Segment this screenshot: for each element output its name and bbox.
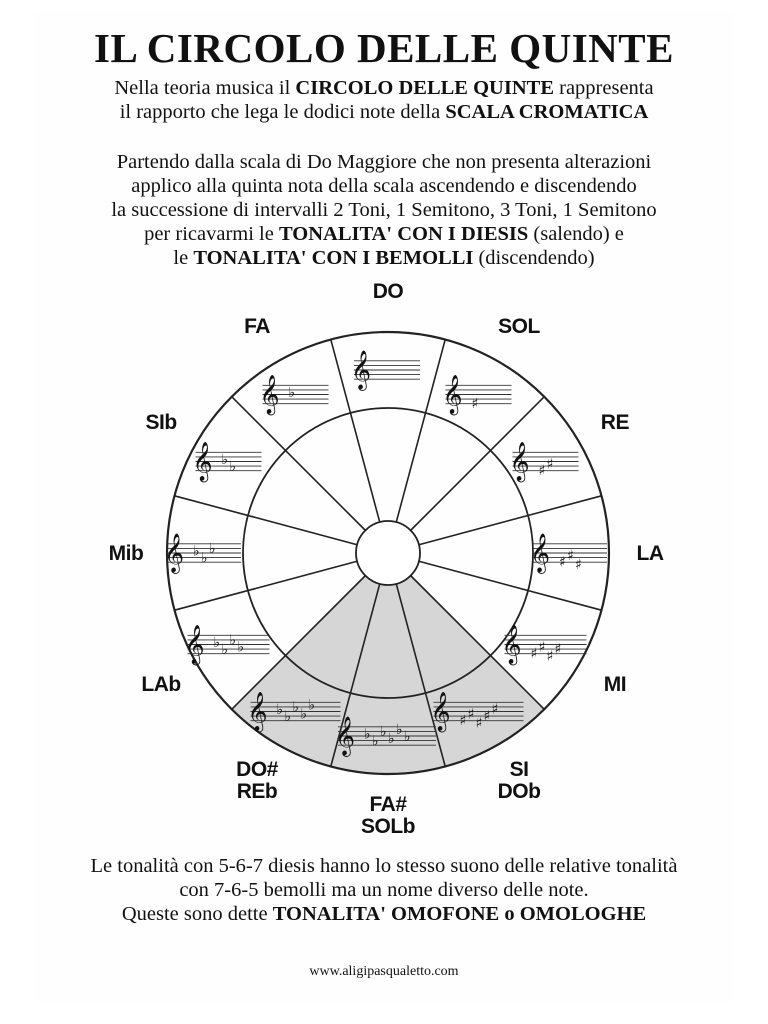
sharp-icon: ♯ bbox=[575, 557, 582, 573]
treble-clef-icon: 𝄞 bbox=[530, 533, 551, 573]
key-name-label: LAb bbox=[141, 673, 181, 696]
key-signature-staff bbox=[351, 350, 420, 391]
flat-icon: ♭ bbox=[364, 726, 371, 743]
key-name-label: DOb bbox=[497, 779, 541, 803]
treble-clef-icon: 𝄞 bbox=[335, 716, 356, 756]
key-name-label: Mib bbox=[108, 542, 144, 565]
treble-clef-icon: 𝄞 bbox=[351, 350, 372, 390]
treble-clef-icon: 𝄞 bbox=[259, 374, 280, 415]
segment-divider bbox=[175, 561, 358, 610]
method-line-4-bold: TONALITA' CON I DIESIS bbox=[278, 223, 529, 245]
segment-divider bbox=[396, 340, 445, 523]
flat-icon: ♭ bbox=[276, 702, 284, 718]
key-signature-staff bbox=[260, 375, 329, 416]
flat-icon: ♭ bbox=[380, 724, 387, 741]
method-line-4-text-end: (salendo) e bbox=[528, 223, 624, 245]
sharp-icon: ♯ bbox=[530, 646, 538, 663]
key-name-label: FA# bbox=[369, 793, 407, 816]
method-line-2: applico alla quinta nota della scala ascendendo e discendendo bbox=[131, 175, 637, 197]
flat-icon: ♭ bbox=[292, 699, 300, 716]
website-url: www.aligipasqualetto.com bbox=[309, 964, 459, 979]
intro-line-2-text: il rapporto che lega le dodici note della bbox=[119, 101, 446, 123]
flat-icon: ♭ bbox=[213, 635, 221, 651]
flat-icon: ♭ bbox=[396, 721, 403, 738]
flat-icon: ♭ bbox=[404, 728, 411, 745]
key-signature-staff bbox=[193, 442, 262, 483]
outro-line-2: con 7-6-5 bemolli ma un nome diverso delle note. bbox=[179, 879, 589, 901]
intro-line-1-text-end: rappresenta bbox=[554, 77, 654, 99]
segment-divider bbox=[175, 496, 358, 545]
segment-divider bbox=[419, 496, 602, 545]
treble-clef-icon: 𝄞 bbox=[184, 624, 205, 665]
method-line-4-text: per ricavarmi le bbox=[144, 223, 279, 245]
key-signature-staff bbox=[530, 533, 607, 574]
sharp-icon: ♯ bbox=[467, 706, 475, 723]
key-name-label: FA bbox=[244, 315, 270, 339]
outro-line-1: Le tonalità con 5-6-7 diesis hanno lo stesso suono delle relative tonalità bbox=[90, 855, 678, 877]
flat-icon: ♭ bbox=[288, 385, 296, 401]
flat-icon: ♭ bbox=[209, 541, 216, 558]
flat-icon: ♭ bbox=[229, 632, 237, 649]
treble-clef-icon: 𝄞 bbox=[430, 691, 451, 732]
key-signature-staff bbox=[443, 375, 512, 416]
flat-icon: ♭ bbox=[201, 550, 208, 567]
key-name-label: SOLb bbox=[361, 815, 415, 838]
key-name-label: LA bbox=[636, 542, 664, 565]
intro-line-1-bold: CIRCOLO DELLE QUINTE bbox=[295, 77, 554, 99]
outro-line-3-text: Queste sono dette bbox=[121, 903, 273, 925]
treble-clef-icon: 𝄞 bbox=[247, 691, 268, 732]
flat-icon: ♭ bbox=[221, 641, 229, 658]
sharp-icon: ♯ bbox=[554, 641, 562, 658]
treble-clef-icon: 𝄞 bbox=[501, 624, 522, 665]
sharp-icon: ♯ bbox=[559, 554, 566, 571]
key-name-label: MI bbox=[603, 673, 627, 696]
treble-clef-icon: 𝄞 bbox=[442, 374, 463, 415]
flat-icon: ♭ bbox=[237, 639, 245, 656]
sharp-icon: ♯ bbox=[546, 456, 554, 473]
flat-icon: ♭ bbox=[388, 731, 395, 748]
key-signature-staff bbox=[164, 533, 241, 574]
key-name-label: SIb bbox=[145, 411, 177, 434]
sharp-icon: ♯ bbox=[471, 396, 479, 413]
sharp-icon: ♯ bbox=[491, 701, 499, 718]
outro-paragraph bbox=[0, 854, 768, 926]
page-title: IL CIRCOLO DELLE QUINTE bbox=[94, 25, 674, 71]
sharp-icon: ♯ bbox=[546, 648, 554, 665]
sharp-icon: ♯ bbox=[475, 715, 483, 732]
treble-clef-icon: 𝄞 bbox=[164, 533, 185, 573]
key-name-label: SOL bbox=[498, 315, 540, 339]
sharp-icon: ♯ bbox=[538, 463, 546, 480]
segment-divider bbox=[229, 397, 366, 531]
sharp-icon: ♯ bbox=[483, 708, 491, 725]
key-name-label: REb bbox=[236, 779, 278, 803]
flat-icon: ♭ bbox=[372, 733, 379, 750]
outro-line-3-bold: TONALITA' OMOFONE o OMOLOGHE bbox=[272, 903, 647, 925]
treble-clef-icon: 𝄞 bbox=[509, 441, 530, 482]
key-signature-staff bbox=[185, 625, 270, 666]
key-signature-staff bbox=[510, 442, 579, 483]
flat-icon: ♭ bbox=[221, 452, 229, 468]
treble-clef-icon: 𝄞 bbox=[192, 441, 213, 482]
method-line-5-text: le bbox=[173, 247, 194, 269]
intro-line-2-bold: SCALA CROMATICA bbox=[445, 101, 649, 123]
center-hub bbox=[356, 521, 420, 585]
key-name-label: DO# bbox=[236, 757, 278, 781]
method-line-5-bold: TONALITA' CON I BEMOLLI bbox=[193, 247, 474, 269]
key-signature-staff bbox=[502, 625, 587, 666]
key-name-label: DO bbox=[372, 280, 404, 303]
method-line-1: Partendo dalla scala di Do Maggiore che non presenta alterazioni bbox=[116, 151, 652, 173]
sharp-icon: ♯ bbox=[567, 547, 574, 564]
method-line-3: la successione di intervalli 2 Toni, 1 Semitono, 3 Toni, 1 Semitono bbox=[111, 199, 657, 221]
flat-icon: ♭ bbox=[308, 697, 316, 714]
outro-line-3 bbox=[0, 902, 768, 926]
flat-icon: ♭ bbox=[193, 543, 200, 560]
flat-icon: ♭ bbox=[284, 708, 292, 725]
sharp-icon: ♯ bbox=[459, 713, 467, 730]
key-name-label: RE bbox=[600, 411, 629, 434]
key-name-label: SI bbox=[509, 757, 529, 781]
intro-line-1-text: Nella teoria musica il bbox=[114, 77, 296, 99]
sharp-icon: ♯ bbox=[538, 639, 546, 656]
method-line-5-text-end: (discendendo) bbox=[473, 247, 595, 269]
flat-icon: ♭ bbox=[300, 706, 308, 723]
flat-icon: ♭ bbox=[229, 458, 237, 475]
